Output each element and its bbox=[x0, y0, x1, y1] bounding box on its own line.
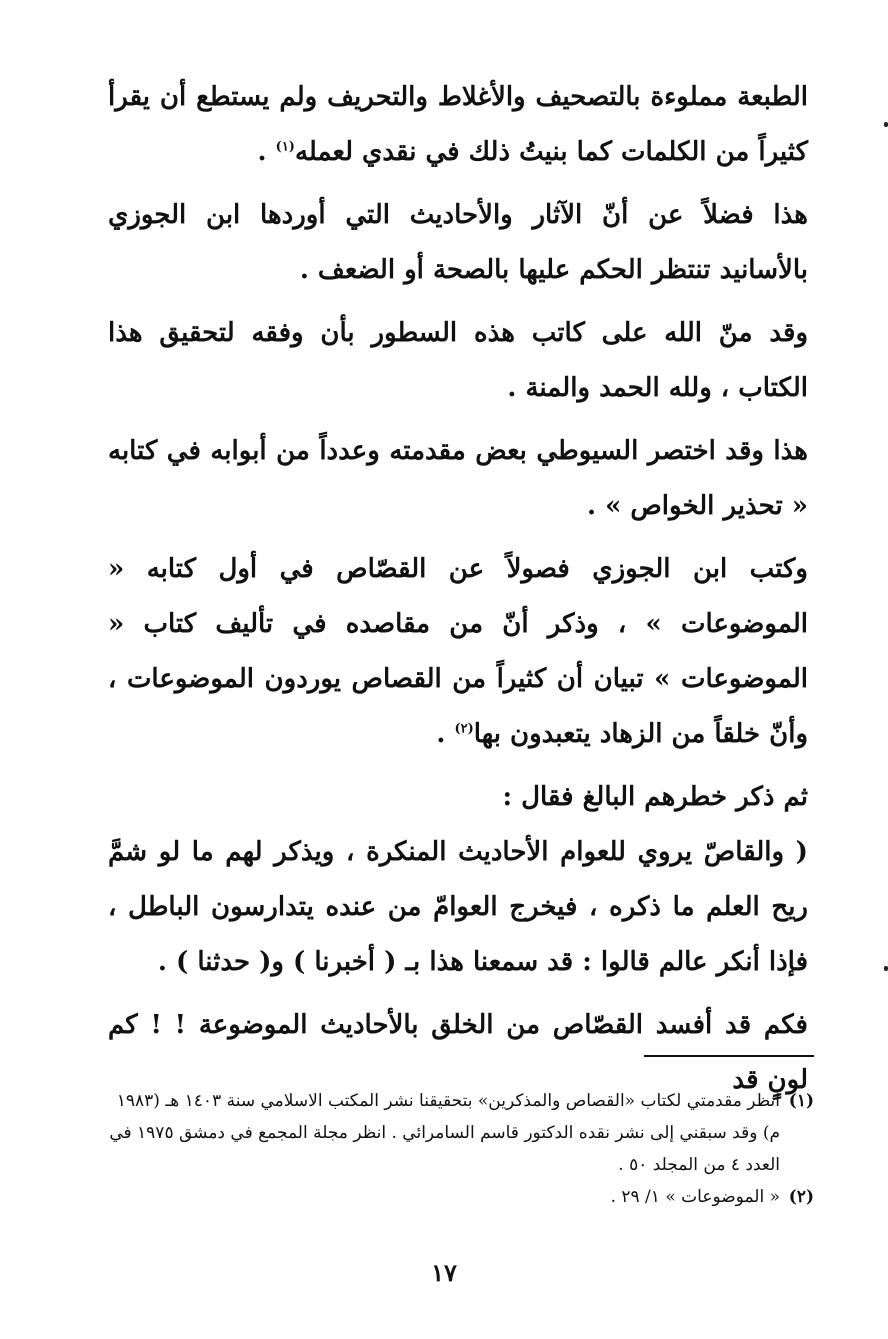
footnote-number: (٢) bbox=[788, 1187, 814, 1207]
paragraph-4 bbox=[108, 424, 808, 534]
paragraph-3 bbox=[108, 306, 808, 416]
paragraph-text: هذا فضلاً عن أنّ الآثار والأحاديث التي أوردها ابن الجوزي بالأسانيد تنتظر الحكم عليها بالصحة أو الضعف . bbox=[108, 200, 808, 285]
paragraph-tail: . bbox=[436, 719, 455, 749]
footnotes bbox=[100, 1085, 814, 1213]
paragraph-2 bbox=[108, 188, 808, 298]
footnote-ref-1[interactable]: (١) bbox=[275, 139, 295, 155]
scan-edge-mark bbox=[884, 122, 888, 127]
footnote-number: (١) bbox=[788, 1091, 814, 1111]
paragraph-text: وكتب ابن الجوزي فصولاً عن القصّاص في أول كتابه « الموضوعات » ، وذكر أنّ من مقاصده في تأليف كتاب « الموضوعات » تبيان أن كثيراً من القصاص يوردون الموضوعات ، وأنّ خلقاً من الزهاد يتعبدون بها bbox=[108, 554, 808, 749]
paragraph-1 bbox=[108, 70, 808, 180]
main-text bbox=[108, 70, 808, 1116]
paragraph-text: الطبعة مملوءة بالتصحيف والأغلاط والتحريف ولم يستطع أن يقرأ كثيراً من الكلمات كما بنيتُ ذلك في نقدي لعمله bbox=[108, 82, 808, 167]
footnote-2 bbox=[100, 1181, 814, 1213]
paragraph-tail: . bbox=[257, 137, 276, 167]
paragraph-text: ( والقاصّ يروي للعوام الأحاديث المنكرة ، ويذكر لهم ما لو شمَّ ريح العلم ما ذكره ، فيخرج العوامّ من عنده يتدارسون الباطل ، فإذا أنكر عالم قالوا : قد سمعنا هذا بـ ( أخبرنا ) و( حدثنا ) . bbox=[108, 837, 808, 977]
footnote-text: انظر مقدمتي لكتاب «القصاص والمذكرين» بتحقيقنا نشر المكتب الاسلامي سنة ١٤٠٣ هـ (١٩٨٣ م) وقد سبقني إلى نشر نقده الدكتور قاسم السامرائي . انظر مجلة المجمع في دمشق ١٩٧٥ في العدد ٤ من المجلد ٥٠ . bbox=[109, 1091, 780, 1175]
footnote-1 bbox=[100, 1085, 814, 1181]
quotation-paragraph bbox=[108, 825, 808, 990]
paragraph-6 bbox=[108, 770, 808, 825]
footnote-separator bbox=[644, 1055, 814, 1057]
paragraph-text: وقد منّ الله على كاتب هذه السطور بأن وفقه لتحقيق هذا الكتاب ، ولله الحمد والمنة . bbox=[108, 318, 808, 403]
page-number: ١٧ bbox=[431, 1258, 457, 1287]
scan-edge-mark bbox=[884, 966, 888, 971]
paragraph-5 bbox=[108, 542, 808, 762]
footnote-text: « الموضوعات » ١/ ٢٩ . bbox=[610, 1187, 780, 1207]
paragraph-text: فكم قد أفسد القصّاص من الخلق بالأحاديث الموضوعة ! ! كم لونٍ قد bbox=[108, 1010, 808, 1095]
paragraph-text: هذا وقد اختصر السيوطي بعض مقدمته وعدداً من أبوابه في كتابه « تحذير الخواص » . bbox=[108, 436, 808, 521]
paragraph-text: ثم ذكر خطرهم البالغ فقال : bbox=[502, 782, 808, 812]
footnote-ref-2[interactable]: (٢) bbox=[454, 721, 474, 737]
